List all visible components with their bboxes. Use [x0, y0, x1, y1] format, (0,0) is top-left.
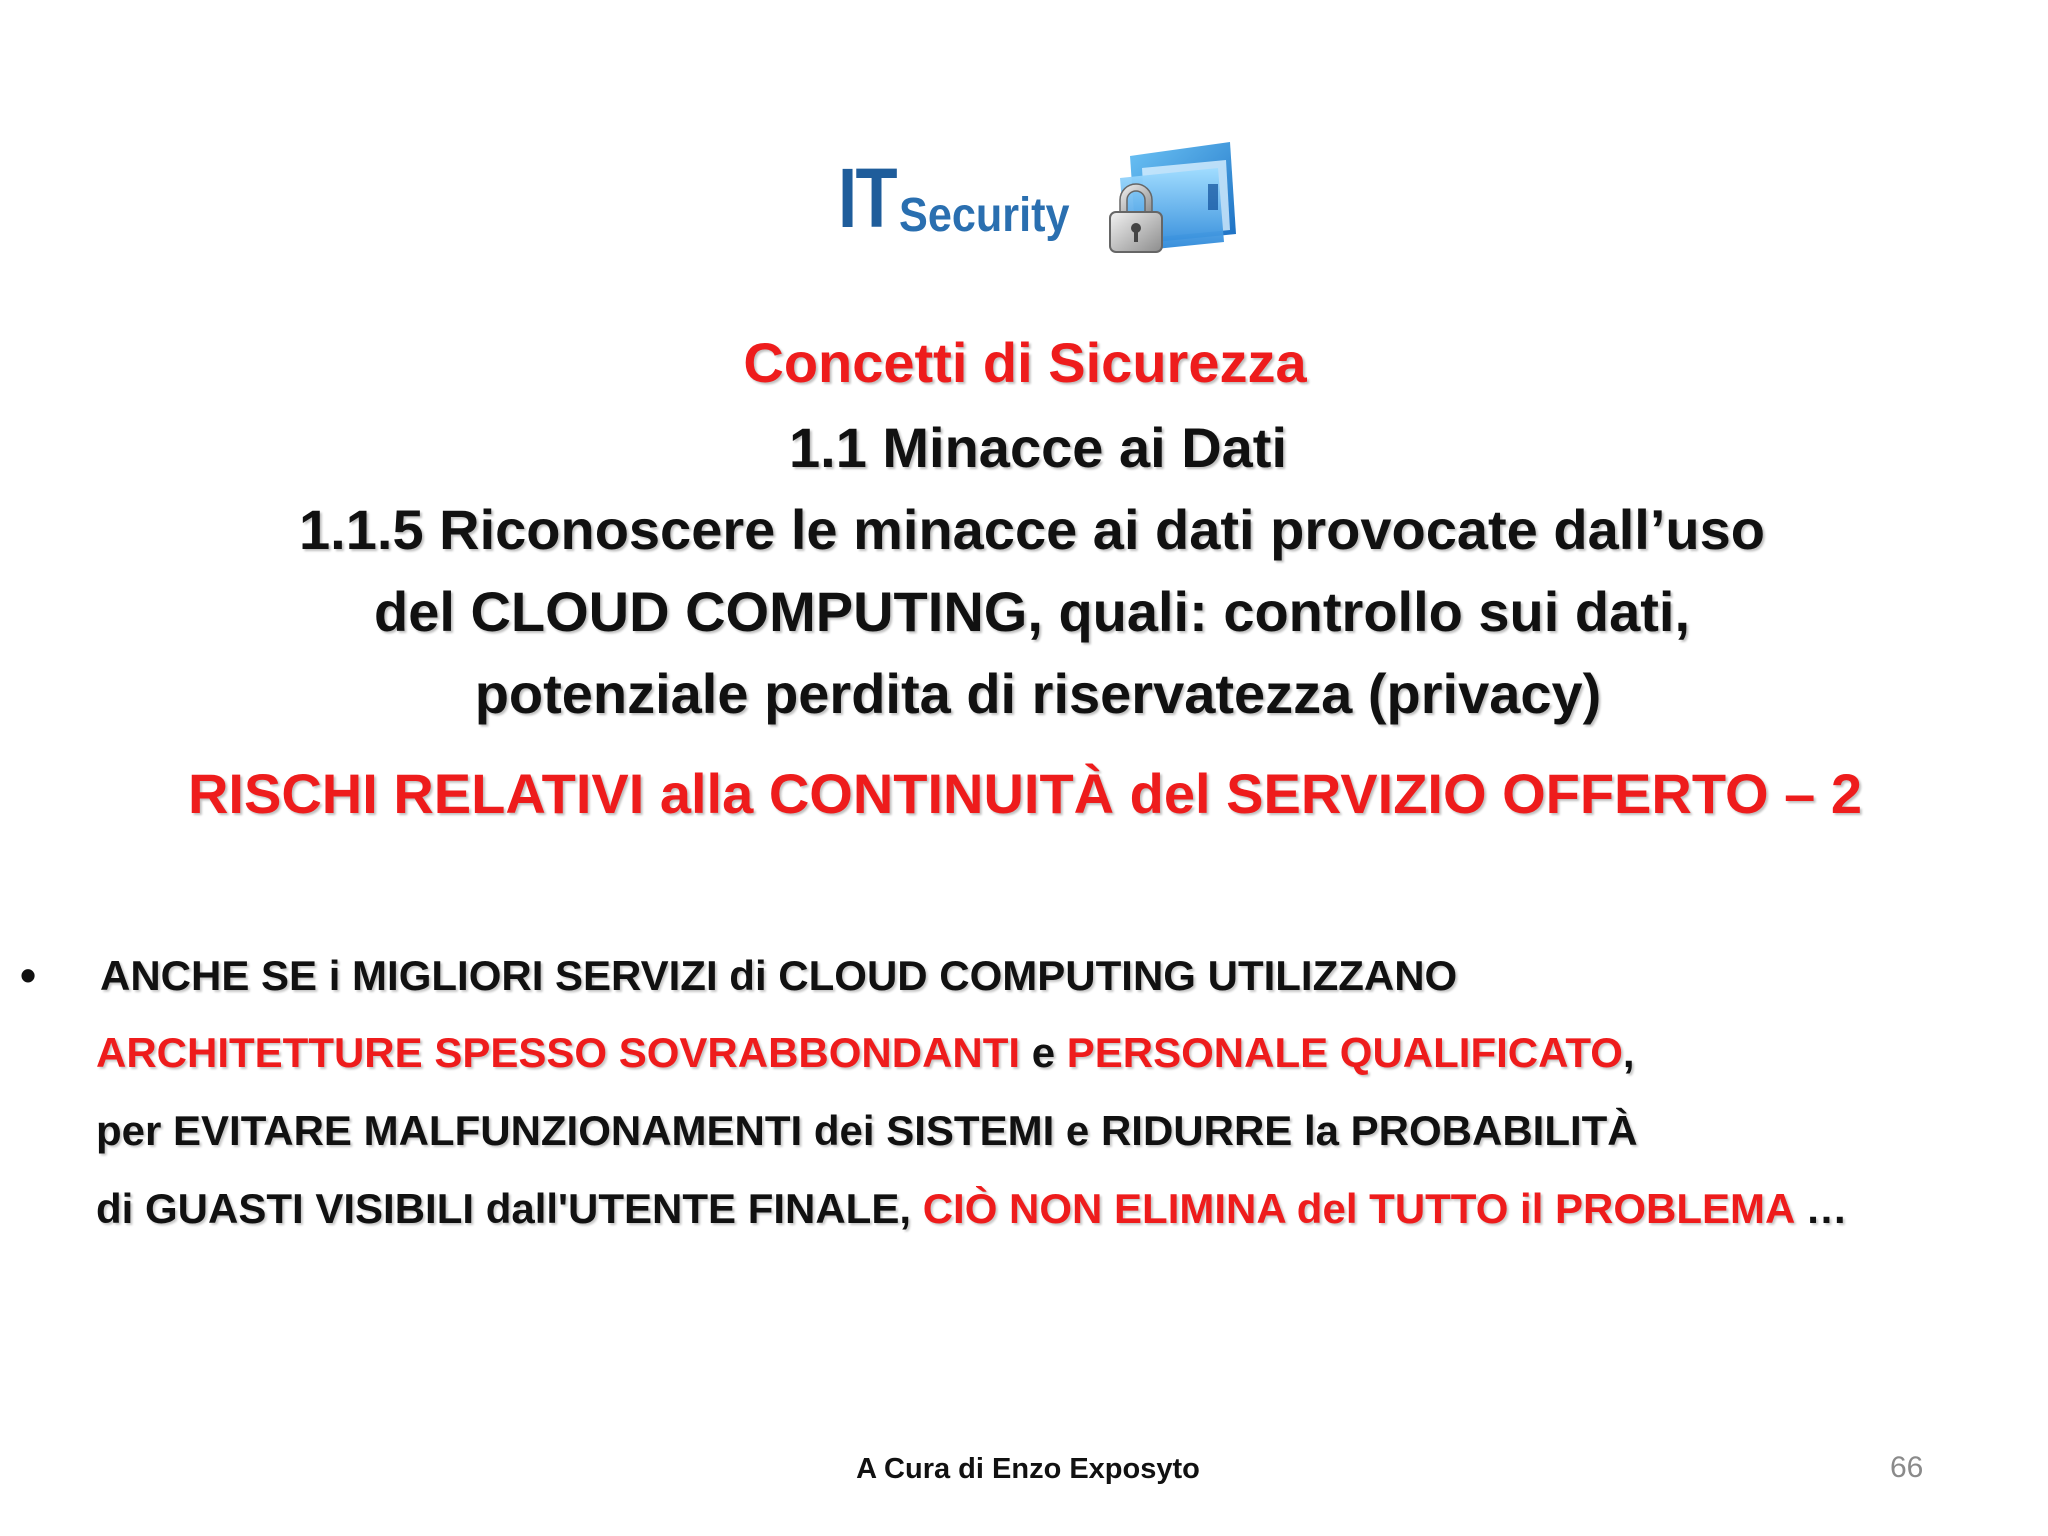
connector-e: e — [1020, 1029, 1067, 1076]
logo-it-text: IT — [838, 151, 896, 245]
topic-title-line-3: potenziale perdita di riservatezza (privacy) — [474, 662, 1602, 725]
bullet-line-1: ANCHE SE i MIGLIORI SERVIZI di CLOUD COMPUTING UTILIZZANO — [100, 952, 1458, 999]
footer-author: A Cura di Enzo Exposyto — [856, 1453, 1200, 1485]
folder-padlock-graphic — [1090, 138, 1238, 256]
logo-wordmark — [838, 138, 1088, 256]
subsection-title: 1.1 Minacce ai Dati — [788, 416, 1287, 479]
topic-title-line-1: 1.1.5 Riconoscere le minacce ai dati provocate dall’uso — [299, 498, 1765, 561]
comma: , — [1622, 1029, 1635, 1076]
bullet-line-4 — [96, 1185, 1848, 1232]
bullet-line-3: per EVITARE MALFUNZIONAMENTI dei SISTEMI e RIDURRE la PROBABILITÀ — [96, 1107, 1638, 1154]
slide-subtitle: RISCHI RELATIVI alla CONTINUITÀ del SERVIZIO OFFERTO – 2 — [187, 762, 1862, 825]
it-security-logo — [838, 138, 1238, 256]
bullet-line-4-text: di GUASTI VISIBILI dall'UTENTE FINALE, — [96, 1185, 923, 1232]
highlight-personale: PERSONALE QUALIFICATO — [1066, 1029, 1623, 1076]
bullet-line-2 — [96, 1029, 1635, 1076]
page-number: 66 — [1890, 1451, 1924, 1484]
topic-title-line-2: del CLOUD COMPUTING, quali: controllo sui dati, — [374, 580, 1690, 643]
ellipsis: … — [1793, 1185, 1848, 1232]
highlight-problema: CIÒ NON ELIMINA del TUTTO il PROBLEMA — [922, 1185, 1794, 1232]
section-title: Concetti di Sicurezza — [743, 331, 1307, 394]
bullet-marker: • — [20, 949, 37, 1001]
highlight-architetture: ARCHITETTURE SPESSO SOVRABBONDANTI — [96, 1029, 1021, 1076]
logo-security-text: Security — [898, 189, 1070, 242]
